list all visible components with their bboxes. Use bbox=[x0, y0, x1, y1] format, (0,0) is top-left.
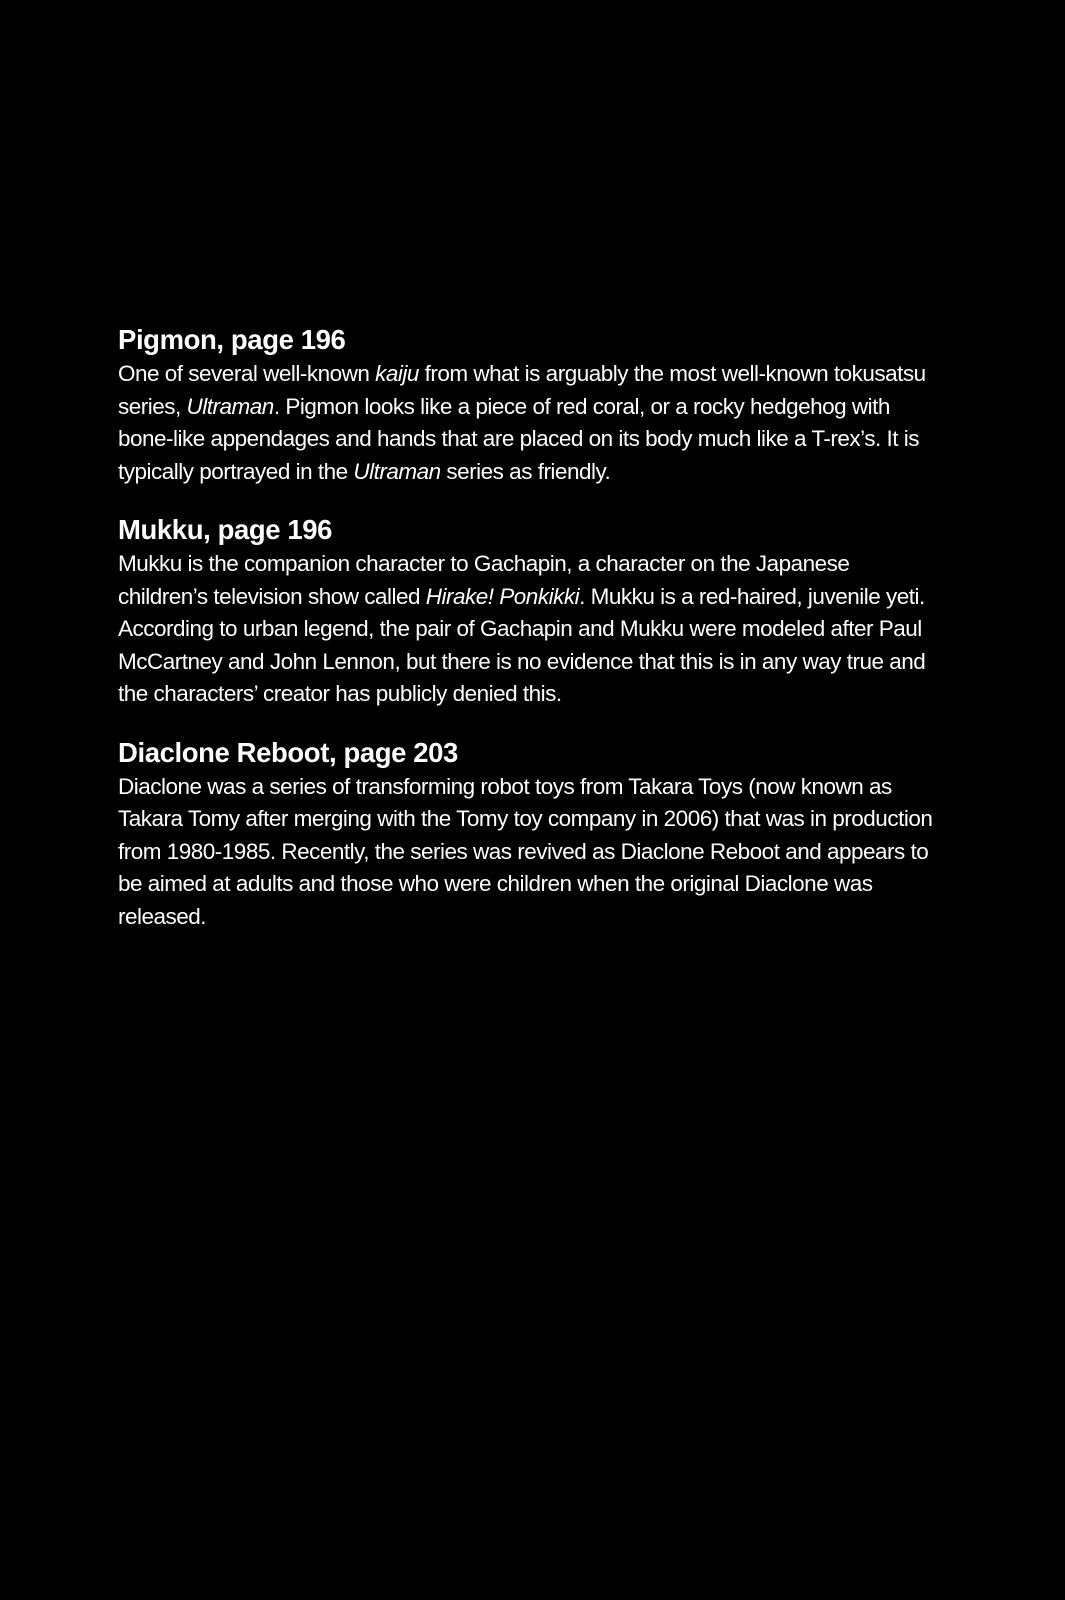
note-text: from what is arguably the most well-known tokusatsu series, bbox=[118, 361, 926, 419]
note-body bbox=[118, 358, 938, 488]
note-mukku bbox=[118, 512, 938, 711]
note-text: Mukku is the companion character to Gachapin, a character on the Japanese children’s television show called bbox=[118, 551, 850, 609]
note-title: Pigmon, page 196 bbox=[118, 324, 346, 355]
note-text: . Pigmon looks like a piece of red coral, or a rocky hedgehog with bone-like appendages and hands that are placed on its body much like a T-rex’s. It is typically portrayed in the bbox=[118, 393, 919, 484]
note-pigmon bbox=[118, 322, 938, 488]
note-italic-term: kaiju bbox=[375, 361, 419, 386]
note-body bbox=[118, 771, 938, 934]
note-text: Diaclone was a series of transforming robot toys from Takara Toys (now known as Takara Tomy after merging with the Tomy toy company in 2006) that was in production from 1980-1985. Recently, the series was revived as Diaclone Reboot and appears to be aimed at adults and those who were children when the original Diaclone was released. bbox=[118, 773, 933, 929]
note-italic-term: Ultraman bbox=[353, 458, 441, 484]
note-diaclone-reboot bbox=[118, 735, 938, 934]
note-text: series as friendly. bbox=[440, 458, 611, 484]
translation-notes bbox=[118, 322, 938, 957]
note-body bbox=[118, 548, 938, 711]
note-italic-term: Hirake! Ponkikki bbox=[425, 583, 580, 609]
note-title: Mukku, page 196 bbox=[118, 514, 333, 545]
note-title: Diaclone Reboot, page 203 bbox=[118, 736, 458, 768]
note-text: One of several well-known bbox=[118, 361, 376, 386]
note-italic-term: Ultraman bbox=[186, 393, 274, 419]
note-text: . Mukku is a red-haired, juvenile yeti. According to urban legend, the pair of Gachapin and Mukku were modeled after Paul McCartney and John Lennon, but there is no evidence that this is in any way true and the characters’ creator has publicly denied this. bbox=[118, 583, 926, 706]
